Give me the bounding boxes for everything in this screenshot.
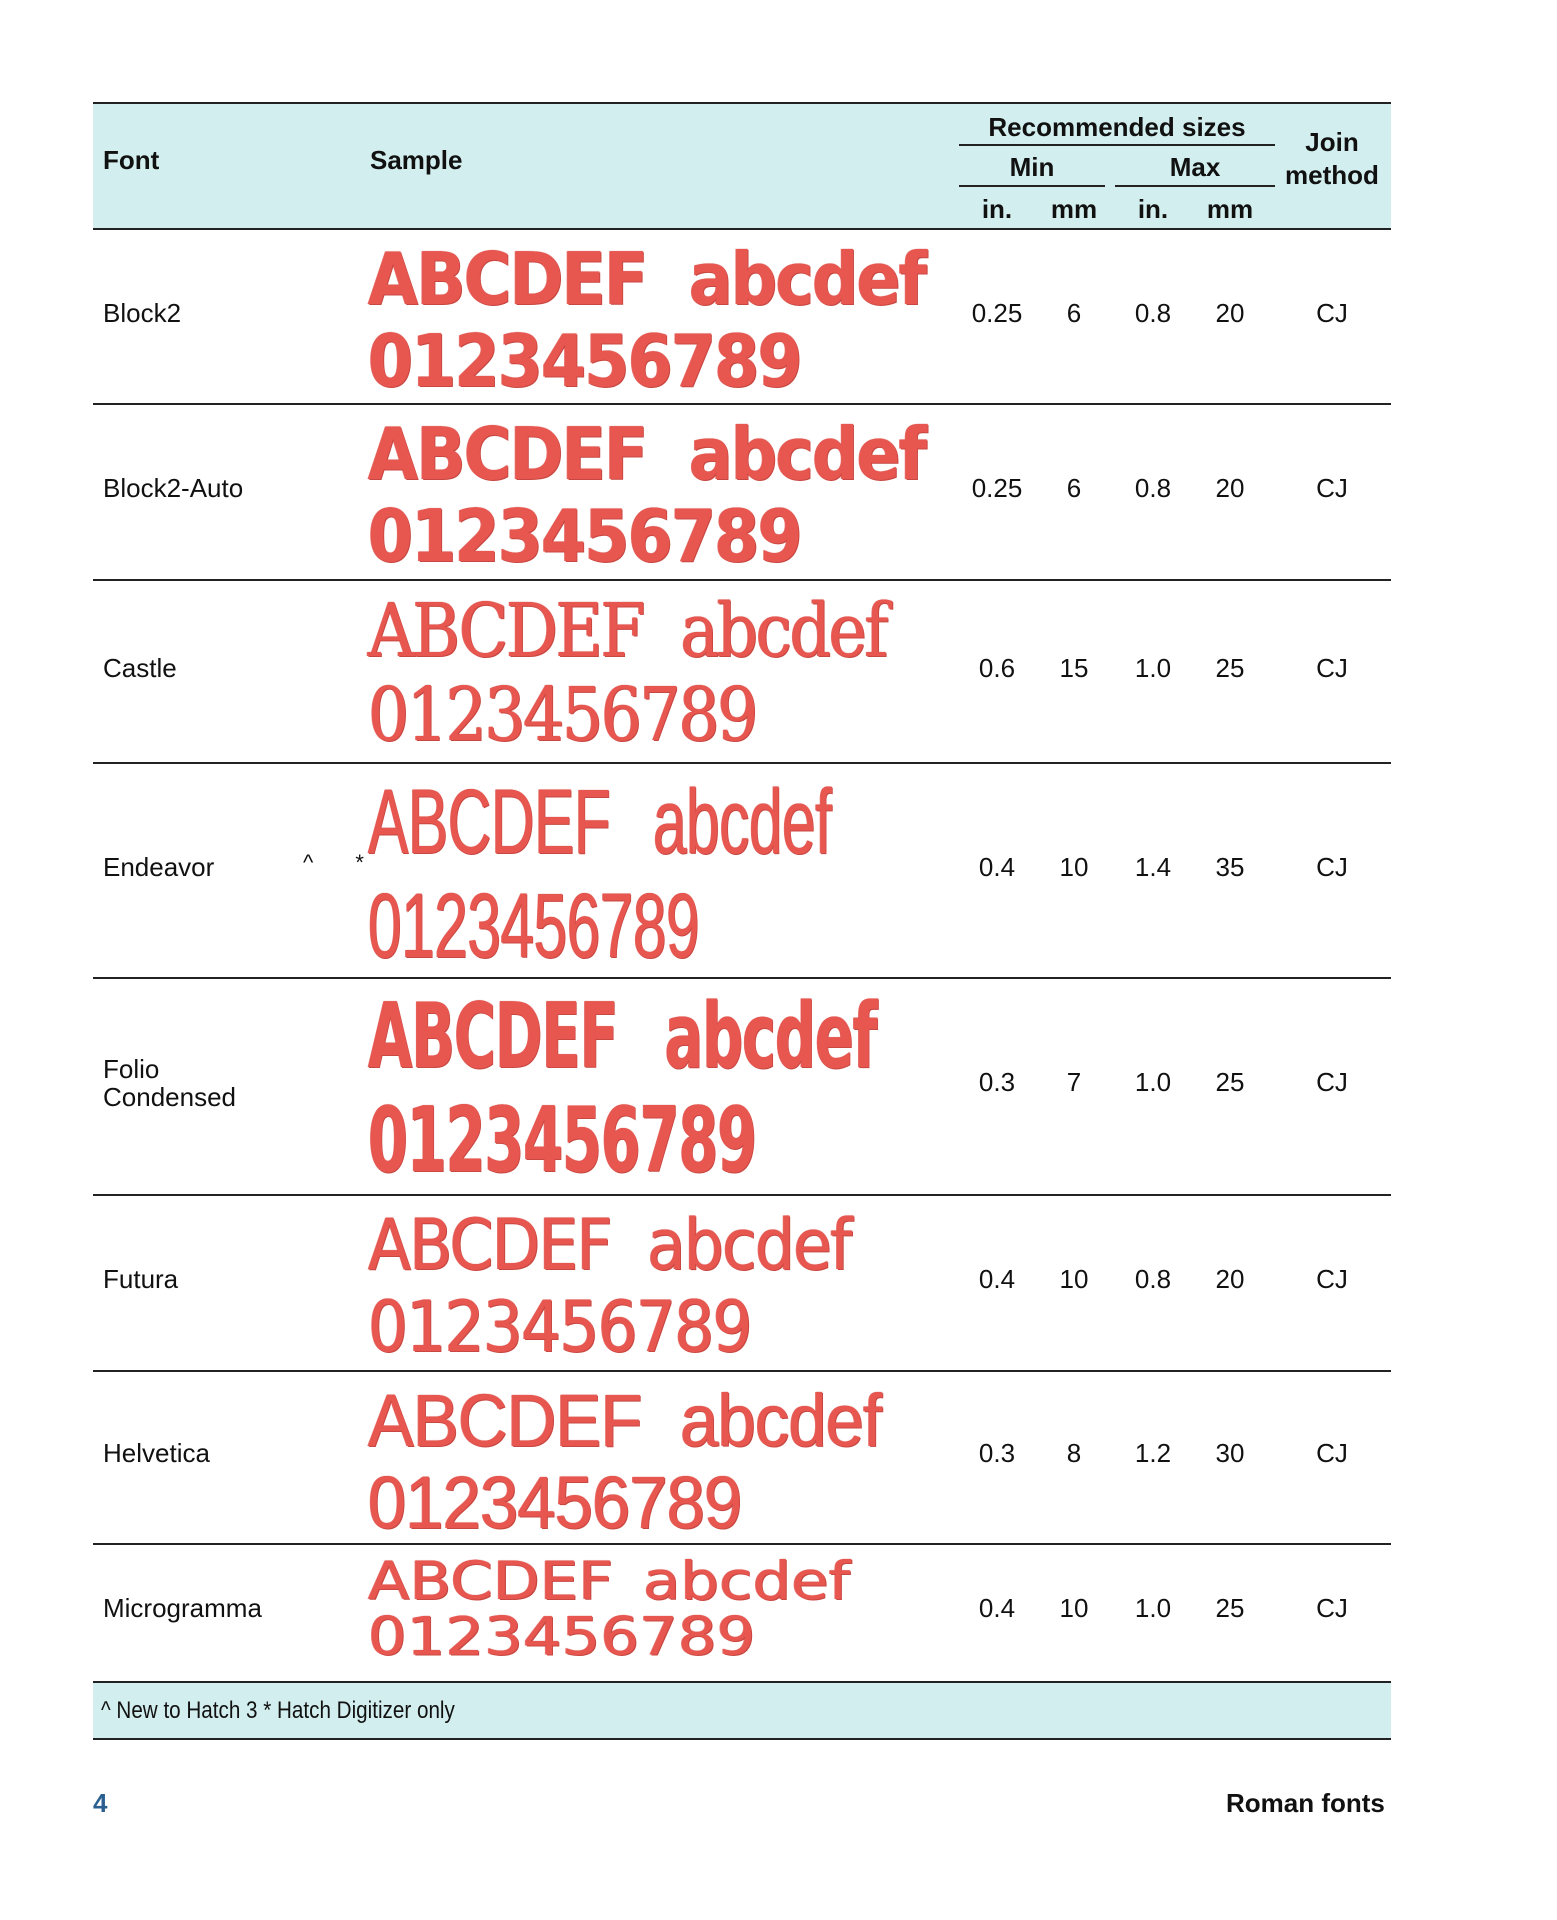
header-rule bbox=[1115, 185, 1275, 187]
header-join-line2: method bbox=[1285, 160, 1379, 190]
font-name: Helvetica bbox=[103, 1438, 210, 1468]
header-recommended-sizes: Recommended sizes bbox=[988, 112, 1246, 142]
max-mm: 30 bbox=[1215, 1438, 1245, 1468]
font-table bbox=[93, 102, 1391, 1740]
header-join-line1: Join bbox=[1305, 127, 1359, 157]
header-sample: Sample bbox=[370, 145, 463, 175]
sample-digits: 0123456789 bbox=[368, 319, 801, 403]
sample-digits: 0123456789 bbox=[368, 1606, 756, 1668]
min-in: 0.4 bbox=[978, 852, 1016, 882]
max-in: 1.0 bbox=[1134, 1067, 1172, 1097]
sample-letters: ABCDEF abcdef bbox=[368, 771, 832, 873]
join-method: CJ bbox=[1316, 1067, 1348, 1097]
header-unit-min-in: in. bbox=[981, 194, 1013, 224]
sample-letters: ABCDEF abcdef bbox=[368, 412, 926, 496]
table-row bbox=[93, 581, 1391, 764]
sample-letters: ABCDEF abcdef bbox=[368, 1550, 851, 1612]
table-row bbox=[93, 1196, 1391, 1372]
header-max: Max bbox=[1169, 152, 1221, 182]
font-sample bbox=[368, 1380, 881, 1544]
table-footer bbox=[93, 1683, 1391, 1740]
header-rule bbox=[959, 144, 1275, 146]
min-in: 0.4 bbox=[978, 1264, 1016, 1294]
font-name: Castle bbox=[103, 653, 177, 683]
header-unit-min-mm: mm bbox=[1050, 194, 1098, 224]
min-in: 0.3 bbox=[978, 1067, 1016, 1097]
max-in: 0.8 bbox=[1134, 1264, 1172, 1294]
max-mm: 20 bbox=[1215, 298, 1245, 328]
max-mm: 25 bbox=[1215, 653, 1245, 683]
join-method: CJ bbox=[1316, 473, 1348, 503]
table-row bbox=[93, 230, 1391, 405]
min-in: 0.4 bbox=[978, 1593, 1016, 1623]
page-number: 4 bbox=[93, 1788, 108, 1818]
max-mm: 25 bbox=[1215, 1067, 1245, 1097]
min-in: 0.25 bbox=[971, 298, 1023, 328]
sample-digits: 0123456789 bbox=[368, 494, 801, 578]
join-method: CJ bbox=[1316, 1593, 1348, 1623]
header-join-method bbox=[1273, 126, 1391, 192]
max-in: 0.8 bbox=[1134, 473, 1172, 503]
font-name: Block2-Auto bbox=[103, 473, 244, 503]
join-method: CJ bbox=[1316, 852, 1348, 882]
header-font: Font bbox=[103, 145, 160, 175]
table-row bbox=[93, 764, 1391, 979]
sample-digits: 0123456789 bbox=[368, 672, 756, 758]
sample-digits: 0123456789 bbox=[368, 1088, 756, 1193]
max-in: 1.0 bbox=[1134, 1593, 1172, 1623]
join-method: CJ bbox=[1316, 298, 1348, 328]
header-unit-max-in: in. bbox=[1137, 194, 1169, 224]
header-rule bbox=[959, 185, 1105, 187]
font-name: Microgramma bbox=[103, 1593, 262, 1623]
max-in: 1.0 bbox=[1134, 653, 1172, 683]
font-name: Futura bbox=[103, 1264, 179, 1294]
max-mm: 35 bbox=[1215, 852, 1245, 882]
table-row bbox=[93, 405, 1391, 581]
sample-letters: ABCDEF abcdef bbox=[368, 1204, 851, 1286]
font-name: Endeavor bbox=[103, 852, 215, 882]
sample-letters: ABCDEF abcdef bbox=[368, 984, 877, 1089]
min-in: 0.3 bbox=[978, 1438, 1016, 1468]
font-name-line2: Condensed bbox=[103, 1082, 236, 1112]
font-name: Block2 bbox=[103, 298, 182, 328]
min-mm: 7 bbox=[1066, 1067, 1082, 1097]
max-mm: 25 bbox=[1215, 1593, 1245, 1623]
sample-letters: ABCDEF abcdef bbox=[368, 237, 926, 321]
font-sample bbox=[368, 238, 925, 402]
font-name bbox=[103, 1055, 236, 1111]
min-mm: 10 bbox=[1059, 1264, 1089, 1294]
font-sample bbox=[368, 1550, 851, 1668]
font-sample bbox=[368, 985, 876, 1193]
min-mm: 6 bbox=[1066, 298, 1082, 328]
availability-marks: ^ * bbox=[303, 850, 382, 875]
max-in: 0.8 bbox=[1134, 298, 1172, 328]
max-mm: 20 bbox=[1215, 1264, 1245, 1294]
min-mm: 8 bbox=[1066, 1438, 1082, 1468]
min-in: 0.6 bbox=[978, 653, 1016, 683]
min-mm: 6 bbox=[1066, 473, 1082, 503]
max-in: 1.4 bbox=[1134, 852, 1172, 882]
font-sample bbox=[368, 589, 886, 757]
sample-digits: 0123456789 bbox=[368, 875, 700, 977]
section-title: Roman fonts bbox=[1226, 1788, 1385, 1818]
table-row bbox=[93, 1545, 1391, 1683]
header-min: Min bbox=[1009, 152, 1055, 182]
sample-digits: 0123456789 bbox=[368, 1461, 742, 1544]
table-row bbox=[93, 979, 1391, 1196]
join-method: CJ bbox=[1316, 1264, 1348, 1294]
max-mm: 20 bbox=[1215, 473, 1245, 503]
min-mm: 15 bbox=[1059, 653, 1089, 683]
sample-letters: ABCDEF abcdef bbox=[368, 1379, 882, 1462]
font-sample bbox=[368, 770, 831, 978]
sample-letters: ABCDEF abcdef bbox=[368, 588, 886, 674]
font-sample bbox=[368, 413, 925, 577]
footnote: ^ New to Hatch 3 * Hatch Digitizer only bbox=[101, 1697, 455, 1724]
font-name-line1: Folio bbox=[103, 1054, 160, 1084]
font-sample bbox=[368, 1204, 851, 1368]
join-method: CJ bbox=[1316, 653, 1348, 683]
min-in: 0.25 bbox=[971, 473, 1023, 503]
table-header bbox=[93, 102, 1391, 230]
table-row bbox=[93, 1372, 1391, 1545]
join-method: CJ bbox=[1316, 1438, 1348, 1468]
min-mm: 10 bbox=[1059, 1593, 1089, 1623]
min-mm: 10 bbox=[1059, 852, 1089, 882]
sample-digits: 0123456789 bbox=[368, 1286, 751, 1368]
header-unit-max-mm: mm bbox=[1206, 194, 1254, 224]
max-in: 1.2 bbox=[1134, 1438, 1172, 1468]
